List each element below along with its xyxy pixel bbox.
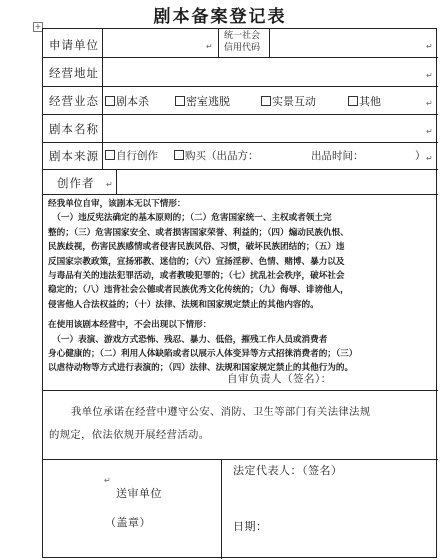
checkbox-icon[interactable] [175,96,185,106]
format-option-escape-room[interactable]: 密室逃脱 [175,93,230,109]
checkbox-icon[interactable] [348,96,358,106]
notice-line: 民族歧视，伤害民族感情或者侵害民族风俗、习惯，破坏民族团结的；（五）违 [48,242,345,253]
col-divider [102,29,103,169]
commitment-text [49,401,432,447]
paragraph-mark: ↵ [106,180,113,189]
checkbox-icon[interactable] [174,150,184,160]
seal-label: （盖章） [105,516,151,529]
notice-line: 反国家宗教政策，宣扬邪教、迷信的；（六）宣扬淫秽、色情、赌博、暴力以及 [48,256,345,267]
self-review-signature-label: 自审负责人（签名）： [227,373,332,385]
checkbox-icon[interactable] [105,150,115,160]
credit-code-label-2: 信用代码 [224,43,261,53]
col-divider [116,169,117,194]
page-title: 剧本备案登记表 [153,7,287,27]
paragraph-mark: ↵ [426,154,433,163]
commitment-line-2: 的规定，依法依规开展经营活动。 [49,429,210,441]
notice-line: 在使用该剧本经营中，不会出现以下情形： [48,320,212,331]
commitment-line-1: 我单位承诺在经营中遵守公安、消防、卫生等部门有关法律法规 [71,406,371,418]
source-close-paren: ） [415,150,426,162]
paragraph-mark: ↵ [426,127,433,136]
notice-line: 以虐待动物等方式进行表演的；（四）法律、法规和国家规定禁止的其他行为的。 [48,363,354,374]
format-option-script-kill[interactable]: 剧本杀 [105,93,149,109]
notice-line: 身心健康的；（二）利用人体缺陷或者以展示人体变异等方式招徕消费者的；（三） [48,349,358,360]
checkbox-icon[interactable] [105,96,115,106]
paragraph-mark: ↵ [426,42,433,51]
row-divider [43,194,438,195]
checkbox-icon[interactable] [261,96,271,106]
source-option-purchase[interactable]: 购买（出品方： [174,148,259,163]
date-label: 日期： [233,520,268,533]
format-label: 经营业态 [49,94,99,108]
script-name-label: 剧本名称 [49,122,99,136]
notice-line: 与毒品有关的违法犯罪活动，或者教唆犯罪的；（七）扰乱社会秩序，破坏社会 [48,271,345,282]
source-label: 剧本来源 [49,149,99,163]
row-divider [43,390,438,391]
address-label: 经营地址 [49,66,99,80]
release-time-label: 出品时间： [311,150,364,162]
notice-line: 整的；（三）危害国家安全、或者损害国家荣誉、利益的；（四）煽动民族仇恨、 [48,227,349,238]
notice-line: （一）违反宪法确定的基本原则的；（二）危害国家统一、主权或者领土完 [48,213,332,224]
author-label: 创作者 [57,176,95,190]
credit-code-label-1: 统一社会 [224,31,261,41]
row-divider [43,459,438,460]
paragraph-mark: ↵ [426,99,433,108]
notice-text [48,197,433,376]
col-divider [269,29,270,57]
legal-representative-label: 法定代表人：（签名） [233,464,343,477]
format-option-other[interactable]: 其他 [348,93,381,109]
format-option-live-interaction[interactable]: 实景互动 [261,93,316,109]
notice-line: 经我单位自审，该剧本无以下情形： [48,199,186,209]
submitting-unit-label: 送审单位 [116,487,162,500]
source-option-self[interactable]: 自行创作 [105,148,158,163]
notice-line: （一）表演、游戏方式恐怖、残忍、暴力、低俗，摧残工作人员或消费者 [48,334,328,345]
paragraph-mark: ↵ [206,42,213,51]
table-move-handle-icon[interactable]: + [34,22,42,31]
paragraph-mark: ↵ [104,476,111,485]
notice-line: 稳定的；（八）违背社会公德或者民族优秀文化传统的；（九）侮辱、诽谤他人， [48,285,349,296]
notice-line: 侵害他人合法权益的；（十）法律、法规和国家规定禁止的其他内容的。 [48,299,319,310]
registration-form-table [42,28,437,558]
col-divider [218,29,219,57]
paragraph-mark: ↵ [426,71,433,80]
row-divider [43,169,438,170]
applicant-label: 申请单位 [49,38,99,52]
col-divider [221,459,222,559]
